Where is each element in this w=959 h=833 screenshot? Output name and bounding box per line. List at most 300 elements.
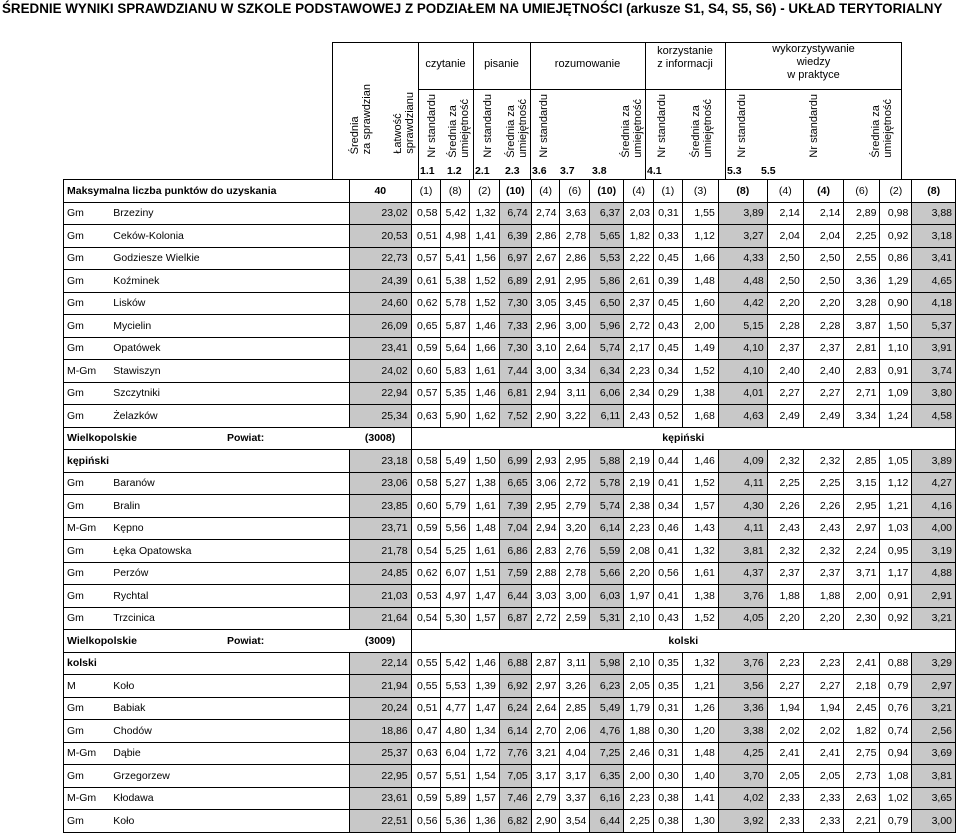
row-value: 25,34 bbox=[349, 405, 411, 428]
row-value: 3,11 bbox=[560, 382, 590, 405]
row-value: 5,49 bbox=[441, 450, 470, 473]
row-value: 0,58 bbox=[411, 450, 441, 473]
row-value: 2,64 bbox=[531, 697, 560, 720]
row-value: 4,02 bbox=[718, 787, 767, 810]
row-value: 3,19 bbox=[912, 540, 956, 563]
row-value: 1,88 bbox=[767, 585, 803, 608]
row-value: 4,97 bbox=[441, 585, 470, 608]
row-value: 3,28 bbox=[844, 292, 880, 315]
row-value: 0,59 bbox=[411, 787, 441, 810]
row-value: 5,65 bbox=[590, 225, 624, 248]
group-header-3: korzystanie z informacji bbox=[657, 45, 713, 70]
row-value: 1,52 bbox=[470, 270, 500, 293]
row-value: 22,94 bbox=[349, 382, 411, 405]
row-value: 0,79 bbox=[880, 675, 912, 698]
row-value: 0,94 bbox=[880, 742, 912, 765]
header-separator-2 bbox=[473, 42, 474, 179]
row-value: 1,60 bbox=[682, 292, 718, 315]
header-separator-3 bbox=[530, 42, 531, 179]
row-value: 0,88 bbox=[880, 652, 912, 675]
row-value: 6,39 bbox=[499, 225, 531, 248]
row-value: 4,00 bbox=[912, 517, 956, 540]
row-value: 2,33 bbox=[767, 810, 803, 833]
row-name: Lisków bbox=[110, 292, 349, 315]
row-value: 0,34 bbox=[654, 360, 683, 383]
row-value: 5,64 bbox=[441, 337, 470, 360]
row-value: 2,23 bbox=[624, 787, 654, 810]
row-value: 4,48 bbox=[718, 270, 767, 293]
row-value: 2,22 bbox=[624, 247, 654, 270]
row-value: 3,21 bbox=[912, 697, 956, 720]
header-separator-0 bbox=[332, 42, 333, 179]
row-value: 3,21 bbox=[531, 742, 560, 765]
row-value: 3,76 bbox=[718, 585, 767, 608]
row-value: 2,30 bbox=[844, 607, 880, 630]
row-value: 2,85 bbox=[844, 450, 880, 473]
row-value: 2,25 bbox=[803, 472, 843, 495]
row-value: 0,43 bbox=[654, 315, 683, 338]
section-region-label: Wielkopolskie bbox=[67, 432, 137, 445]
row-value: 0,51 bbox=[411, 697, 441, 720]
row-type: M-Gm bbox=[64, 517, 111, 540]
row-value: 2,90 bbox=[531, 405, 560, 428]
row-value: 2,19 bbox=[624, 472, 654, 495]
row-value: 0,39 bbox=[654, 270, 683, 293]
row-value: 2,40 bbox=[803, 360, 843, 383]
row-value: 1,41 bbox=[470, 225, 500, 248]
row-value: 0,57 bbox=[411, 247, 441, 270]
row-value: 6,37 bbox=[590, 202, 624, 225]
row-value: 0,79 bbox=[880, 810, 912, 833]
row-value: 0,90 bbox=[880, 292, 912, 315]
row-type: Gm bbox=[64, 270, 111, 293]
row-value: 2,43 bbox=[767, 517, 803, 540]
row-value: 2,25 bbox=[767, 472, 803, 495]
row-value: 0,41 bbox=[654, 540, 683, 563]
row-value: 1,46 bbox=[470, 652, 500, 675]
header-separator-4 bbox=[645, 42, 646, 179]
standard-code: 5.5 bbox=[761, 165, 776, 177]
row-type: Gm bbox=[64, 225, 111, 248]
max-points-value: (8) bbox=[718, 180, 767, 203]
row-value: 0,38 bbox=[654, 787, 683, 810]
row-value: 0,59 bbox=[411, 337, 441, 360]
row-value: 2,19 bbox=[624, 450, 654, 473]
row-value: 2,72 bbox=[531, 607, 560, 630]
row-value: 0,43 bbox=[654, 607, 683, 630]
row-value: 2,43 bbox=[803, 517, 843, 540]
row-value: 0,60 bbox=[411, 360, 441, 383]
subheader-cell-10 bbox=[861, 92, 902, 158]
row-name: Koźminek bbox=[110, 270, 349, 293]
row-value: 6,89 bbox=[499, 270, 531, 293]
row-value: 3,69 bbox=[912, 742, 956, 765]
row-value: 3,21 bbox=[912, 607, 956, 630]
row-value: 5,42 bbox=[441, 652, 470, 675]
row-value: 1,46 bbox=[470, 315, 500, 338]
table-row bbox=[64, 315, 956, 338]
row-value: 0,52 bbox=[654, 405, 683, 428]
row-value: 2,93 bbox=[531, 450, 560, 473]
row-value: 4,09 bbox=[718, 450, 767, 473]
row-value: 5,27 bbox=[441, 472, 470, 495]
row-name: Kłodawa bbox=[110, 787, 349, 810]
row-value: 4,63 bbox=[718, 405, 767, 428]
row-value: 4,11 bbox=[718, 472, 767, 495]
row-value: 4,33 bbox=[718, 247, 767, 270]
section-region-label: Wielkopolskie bbox=[67, 634, 137, 647]
standard-code: 1.1 bbox=[420, 165, 435, 177]
row-value: 0,47 bbox=[411, 720, 441, 743]
row-value: 1,66 bbox=[682, 247, 718, 270]
row-value: 2,45 bbox=[844, 697, 880, 720]
row-value: 5,98 bbox=[590, 652, 624, 675]
row-name: Ceków-Kolonia bbox=[110, 225, 349, 248]
row-value: 3,00 bbox=[912, 810, 956, 833]
row-value: 2,41 bbox=[844, 652, 880, 675]
row-value: 1,46 bbox=[470, 382, 500, 405]
row-value: 1,47 bbox=[470, 585, 500, 608]
row-value: 2,79 bbox=[531, 787, 560, 810]
row-value: 2,10 bbox=[624, 652, 654, 675]
row-value: 4,10 bbox=[718, 337, 767, 360]
row-value: 0,45 bbox=[654, 247, 683, 270]
row-value: 2,33 bbox=[803, 810, 843, 833]
standard-code: 4.1 bbox=[647, 165, 662, 177]
table-row bbox=[64, 517, 956, 540]
row-value: 2,18 bbox=[844, 675, 880, 698]
row-value: 3,17 bbox=[531, 765, 560, 788]
row-value: 2,05 bbox=[803, 765, 843, 788]
row-value: 3,88 bbox=[912, 202, 956, 225]
section-powiat-label: Powiat: bbox=[226, 432, 265, 445]
row-value: 3,10 bbox=[531, 337, 560, 360]
row-value: 2,25 bbox=[624, 810, 654, 833]
row-value: 1,55 bbox=[682, 202, 718, 225]
row-value: 3,81 bbox=[718, 540, 767, 563]
row-value: 2,91 bbox=[531, 270, 560, 293]
section-region bbox=[64, 427, 350, 450]
row-value: 0,58 bbox=[411, 472, 441, 495]
subheader-nr-standard: Nr standardu bbox=[808, 94, 820, 158]
row-value: 2,28 bbox=[803, 315, 843, 338]
row-value: 5,86 bbox=[590, 270, 624, 293]
row-value: 2,74 bbox=[531, 202, 560, 225]
row-value: 2,03 bbox=[624, 202, 654, 225]
subheader-cell-0 bbox=[418, 92, 445, 158]
row-value: 2,05 bbox=[624, 675, 654, 698]
subheader-average-skill: Średnia za umiejętność bbox=[619, 99, 644, 158]
standard-code: 3.7 bbox=[560, 165, 575, 177]
row-value: 3,63 bbox=[560, 202, 590, 225]
row-value: 2,89 bbox=[844, 202, 880, 225]
row-value: 4,65 bbox=[912, 270, 956, 293]
row-value: 0,58 bbox=[411, 202, 441, 225]
table-row bbox=[64, 270, 956, 293]
row-value: 2,28 bbox=[767, 315, 803, 338]
row-value: 2,67 bbox=[531, 247, 560, 270]
row-value: 0,53 bbox=[411, 585, 441, 608]
row-value: 5,66 bbox=[590, 562, 624, 585]
row-value: 2,46 bbox=[624, 742, 654, 765]
row-value: 5,41 bbox=[441, 247, 470, 270]
row-value: 6,65 bbox=[499, 472, 531, 495]
row-value: 1,40 bbox=[682, 765, 718, 788]
row-value: 2,56 bbox=[912, 720, 956, 743]
row-name: Rychtal bbox=[110, 585, 349, 608]
max-points-value: (8) bbox=[441, 180, 470, 203]
section-row bbox=[64, 630, 956, 653]
row-value: 2,37 bbox=[803, 562, 843, 585]
row-value: 0,30 bbox=[654, 720, 683, 743]
row-value: 4,05 bbox=[718, 607, 767, 630]
header-ease: Łatwość sprawdzianu bbox=[392, 92, 416, 154]
row-value: 2,76 bbox=[560, 540, 590, 563]
row-value: 2,75 bbox=[844, 742, 880, 765]
row-value: 2,73 bbox=[844, 765, 880, 788]
row-value: 3,00 bbox=[560, 585, 590, 608]
header-separator-5 bbox=[725, 42, 726, 179]
subheader-average-skill: Średnia za umiejętność bbox=[690, 99, 714, 158]
row-value: 3,56 bbox=[718, 675, 767, 698]
row-value: 2,14 bbox=[767, 202, 803, 225]
row-value: 0,62 bbox=[411, 562, 441, 585]
row-value: 6,97 bbox=[499, 247, 531, 270]
row-value: 2,24 bbox=[844, 540, 880, 563]
row-value: 0,60 bbox=[411, 495, 441, 518]
row-value: 5,53 bbox=[441, 675, 470, 698]
row-value: 2,02 bbox=[767, 720, 803, 743]
row-value: 1,32 bbox=[682, 540, 718, 563]
row-value: 2,72 bbox=[560, 472, 590, 495]
row-value: 2,49 bbox=[767, 405, 803, 428]
row-value: 4,77 bbox=[441, 697, 470, 720]
row-value: 3,03 bbox=[531, 585, 560, 608]
row-value: 23,02 bbox=[349, 202, 411, 225]
row-value: 1,46 bbox=[682, 450, 718, 473]
row-value: 1,32 bbox=[470, 202, 500, 225]
row-value: 3,87 bbox=[844, 315, 880, 338]
row-value: 3,81 bbox=[912, 765, 956, 788]
row-name: Perzów bbox=[110, 562, 349, 585]
max-points-value: (2) bbox=[470, 180, 500, 203]
row-value: 2,32 bbox=[767, 450, 803, 473]
row-name: Baranów bbox=[110, 472, 349, 495]
row-value: 1,61 bbox=[470, 360, 500, 383]
row-value: 2,79 bbox=[560, 495, 590, 518]
row-value: 2,41 bbox=[803, 742, 843, 765]
row-value: 1,56 bbox=[470, 247, 500, 270]
row-value: 4,37 bbox=[718, 562, 767, 585]
row-value: 4,04 bbox=[560, 742, 590, 765]
row-value: 0,31 bbox=[654, 697, 683, 720]
row-value: 4,16 bbox=[912, 495, 956, 518]
row-value: 21,03 bbox=[349, 585, 411, 608]
row-value: 2,97 bbox=[844, 517, 880, 540]
row-value: 1,61 bbox=[682, 562, 718, 585]
row-value: 5,42 bbox=[441, 202, 470, 225]
row-value: 2,37 bbox=[803, 337, 843, 360]
row-value: 4,11 bbox=[718, 517, 767, 540]
section-code: (3009) bbox=[349, 630, 411, 653]
row-value: 0,59 bbox=[411, 517, 441, 540]
row-value: 0,63 bbox=[411, 405, 441, 428]
section-powiat-label: Powiat: bbox=[226, 634, 265, 647]
subheader-average-skill: Średnia za umiejętność bbox=[504, 99, 529, 158]
max-points-value: (10) bbox=[590, 180, 624, 203]
section-name: kępiński bbox=[411, 427, 955, 450]
row-value: 1,47 bbox=[470, 697, 500, 720]
row-value: 1,12 bbox=[682, 225, 718, 248]
row-value: 2,90 bbox=[531, 810, 560, 833]
row-value: 0,55 bbox=[411, 675, 441, 698]
row-value: 4,88 bbox=[912, 562, 956, 585]
row-value: 1,57 bbox=[470, 787, 500, 810]
row-value: 1,61 bbox=[470, 495, 500, 518]
row-value: 1,39 bbox=[470, 675, 500, 698]
row-value: 0,76 bbox=[880, 697, 912, 720]
row-value: 2,96 bbox=[531, 315, 560, 338]
row-value: 22,14 bbox=[349, 652, 411, 675]
row-value: 2,78 bbox=[560, 225, 590, 248]
row-value: 6,07 bbox=[441, 562, 470, 585]
subheader-cell-8 bbox=[725, 92, 759, 158]
standard-code: 5.3 bbox=[727, 165, 742, 177]
subheader-cell-9 bbox=[797, 92, 831, 158]
row-value: 2,43 bbox=[624, 405, 654, 428]
row-type: Gm bbox=[64, 720, 111, 743]
row-value: 2,37 bbox=[624, 292, 654, 315]
row-value: 2,81 bbox=[844, 337, 880, 360]
standard-code: 2.1 bbox=[475, 165, 490, 177]
row-value: 2,02 bbox=[803, 720, 843, 743]
row-value: 1,61 bbox=[470, 540, 500, 563]
row-value: 0,31 bbox=[654, 202, 683, 225]
group-underline bbox=[418, 89, 902, 90]
subheader-cell-3 bbox=[503, 92, 530, 158]
row-value: 2,55 bbox=[844, 247, 880, 270]
row-type: Gm bbox=[64, 202, 111, 225]
row-value: 5,79 bbox=[441, 495, 470, 518]
row-value: 1,52 bbox=[682, 360, 718, 383]
row-value: 1,48 bbox=[682, 270, 718, 293]
row-value: 5,83 bbox=[441, 360, 470, 383]
row-value: 0,41 bbox=[654, 472, 683, 495]
row-value: 22,73 bbox=[349, 247, 411, 270]
row-type: Gm bbox=[64, 607, 111, 630]
row-type: Gm bbox=[64, 292, 111, 315]
row-value: 3,54 bbox=[560, 810, 590, 833]
table-row bbox=[64, 382, 956, 405]
row-value: 5,36 bbox=[441, 810, 470, 833]
row-value: 4,30 bbox=[718, 495, 767, 518]
row-value: 2,86 bbox=[531, 225, 560, 248]
table-row bbox=[64, 225, 956, 248]
max-points-value: (4) bbox=[767, 180, 803, 203]
row-type: Gm bbox=[64, 315, 111, 338]
row-value: 2,94 bbox=[531, 517, 560, 540]
row-value: 0,29 bbox=[654, 382, 683, 405]
row-value: 1,24 bbox=[880, 405, 912, 428]
table-row bbox=[64, 472, 956, 495]
row-value: 6,35 bbox=[590, 765, 624, 788]
row-value: 3,34 bbox=[560, 360, 590, 383]
row-value: 20,24 bbox=[349, 697, 411, 720]
max-points-value: (10) bbox=[499, 180, 531, 203]
row-value: 3,18 bbox=[912, 225, 956, 248]
row-value: 7,52 bbox=[499, 405, 531, 428]
row-name: Chodów bbox=[110, 720, 349, 743]
row-value: 23,41 bbox=[349, 337, 411, 360]
row-value: 7,59 bbox=[499, 562, 531, 585]
row-value: 7,30 bbox=[499, 292, 531, 315]
row-value: 7,05 bbox=[499, 765, 531, 788]
subheader-average-skill: Średnia za umiejętność bbox=[869, 99, 894, 158]
row-value: 22,95 bbox=[349, 765, 411, 788]
row-value: 0,56 bbox=[654, 562, 683, 585]
row-name bbox=[110, 450, 349, 473]
row-value: 3,20 bbox=[560, 517, 590, 540]
row-value: 3,70 bbox=[718, 765, 767, 788]
table-row bbox=[64, 607, 956, 630]
row-value: 1,12 bbox=[880, 472, 912, 495]
row-value: 1,32 bbox=[682, 652, 718, 675]
header-top-line bbox=[332, 42, 902, 43]
row-value: 0,91 bbox=[880, 585, 912, 608]
row-value: 1,34 bbox=[470, 720, 500, 743]
max-points-value: (8) bbox=[912, 180, 956, 203]
row-value: 0,98 bbox=[880, 202, 912, 225]
subheader-cell-5 bbox=[618, 92, 645, 158]
row-value: 2,97 bbox=[531, 675, 560, 698]
row-value: 1,66 bbox=[470, 337, 500, 360]
header-separator-1 bbox=[418, 42, 419, 179]
row-type: M-Gm bbox=[64, 787, 111, 810]
row-value: 4,42 bbox=[718, 292, 767, 315]
row-value: 1,72 bbox=[470, 742, 500, 765]
section-code: (3008) bbox=[349, 427, 411, 450]
row-value: 2,83 bbox=[531, 540, 560, 563]
row-value: 1,54 bbox=[470, 765, 500, 788]
row-value: 0,63 bbox=[411, 742, 441, 765]
row-value: 1,29 bbox=[880, 270, 912, 293]
row-value: 0,74 bbox=[880, 720, 912, 743]
max-points-label: Maksymalna liczba punktów do uzyskania bbox=[64, 180, 350, 203]
row-value: 5,90 bbox=[441, 405, 470, 428]
row-value: 3,00 bbox=[560, 315, 590, 338]
row-value: 2,50 bbox=[767, 270, 803, 293]
row-value: 1,48 bbox=[682, 742, 718, 765]
row-value: 3,89 bbox=[912, 450, 956, 473]
row-value: 2,59 bbox=[560, 607, 590, 630]
row-value: 7,33 bbox=[499, 315, 531, 338]
row-value: 1,36 bbox=[470, 810, 500, 833]
row-value: 1,68 bbox=[682, 405, 718, 428]
row-value: 2,20 bbox=[624, 562, 654, 585]
row-value: 2,23 bbox=[767, 652, 803, 675]
table-row bbox=[64, 292, 956, 315]
header-separator-end bbox=[901, 42, 902, 179]
row-value: 5,87 bbox=[441, 315, 470, 338]
row-value: 0,55 bbox=[411, 652, 441, 675]
summary-row bbox=[64, 450, 956, 473]
row-value: 24,85 bbox=[349, 562, 411, 585]
group-header-2: rozumowanie bbox=[554, 58, 621, 70]
row-value: 1,26 bbox=[682, 697, 718, 720]
row-value: 5,78 bbox=[441, 292, 470, 315]
row-value: 1,08 bbox=[880, 765, 912, 788]
row-value: 6,14 bbox=[499, 720, 531, 743]
